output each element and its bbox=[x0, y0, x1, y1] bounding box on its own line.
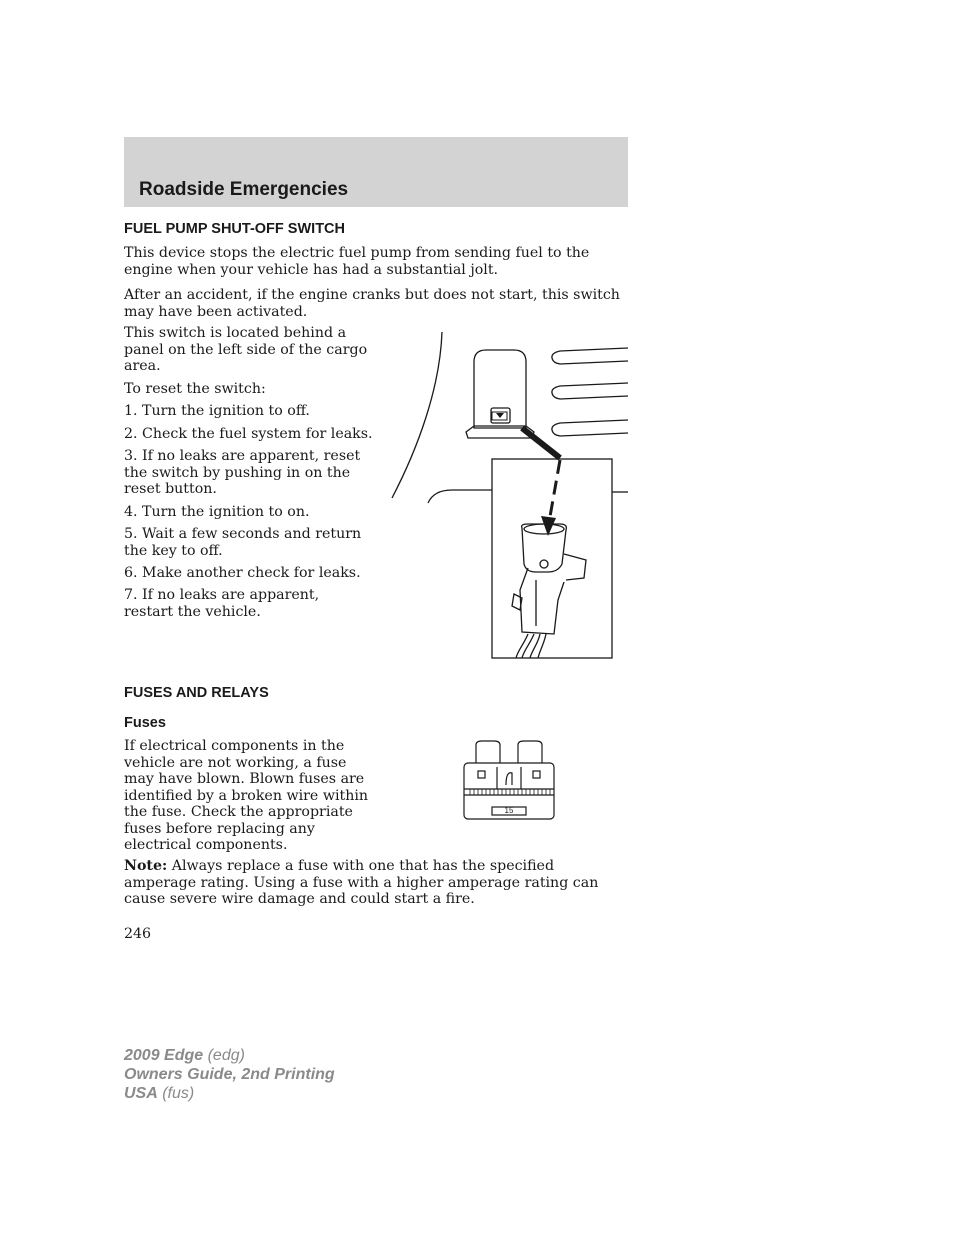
fuse-amperage-label: 15 bbox=[504, 806, 514, 815]
reset-step: 3. If no leaks are apparent, reset the switch by pushing in on the reset button. bbox=[124, 448, 361, 497]
fuel-pump-location-text: This switch is located behind a panel on the left side of the cargo area. bbox=[124, 325, 368, 374]
reset-step: 7. If no leaks are apparent, restart the vehicle. bbox=[124, 587, 320, 620]
fuel-pump-switch-illustration bbox=[388, 328, 630, 662]
fuel-pump-heading: FUEL PUMP SHUT-OFF SWITCH bbox=[124, 221, 345, 237]
fuel-pump-paragraph-1: This device stops the electric fuel pump from sending fuel to the engine when your vehicle has had a substantial jolt. bbox=[124, 245, 590, 278]
note-label: Note: bbox=[124, 858, 168, 874]
footer-market: USA bbox=[124, 1085, 158, 1102]
reset-step: 5. Wait a few seconds and return the key to off. bbox=[124, 526, 362, 559]
note-text: Always replace a fuse with one that has the specified amperage rating. Using a fuse with a higher amperage rating can cause severe wire damage and could start a fire. bbox=[124, 858, 599, 907]
section-header-band bbox=[124, 137, 628, 207]
reset-step: 4. Turn the ignition to on. bbox=[124, 504, 310, 520]
reset-step: 1. Turn the ignition to off. bbox=[124, 403, 310, 419]
fuses-relays-heading: FUSES AND RELAYS bbox=[124, 685, 269, 701]
footer-model-code: (edg) bbox=[203, 1047, 245, 1064]
fuses-paragraph: If electrical components in the vehicle are not working, a fuse may have blown. Blown fuses are identified by a broken wire within the fuse. Check the appropriate fuses before replacing any electrical components. bbox=[124, 738, 369, 853]
footer-model: 2009 Edge bbox=[124, 1047, 204, 1064]
document-footer bbox=[124, 1046, 335, 1103]
fuses-subheading: Fuses bbox=[124, 715, 166, 731]
reset-step: 2. Check the fuel system for leaks. bbox=[124, 426, 373, 442]
footer-guide: Owners Guide, 2nd Printing bbox=[124, 1066, 335, 1083]
fuel-pump-paragraph-2: After an accident, if the engine cranks but does not start, this switch may have been activated. bbox=[124, 287, 620, 320]
page-number: 246 bbox=[124, 926, 152, 942]
section-title: Roadside Emergencies bbox=[139, 179, 349, 200]
reset-intro-text: To reset the switch: bbox=[124, 381, 266, 397]
footer-market-code: (fus) bbox=[157, 1085, 195, 1102]
fuse-illustration bbox=[462, 739, 556, 821]
reset-step: 6. Make another check for leaks. bbox=[124, 565, 361, 581]
fuse-note bbox=[124, 858, 628, 908]
